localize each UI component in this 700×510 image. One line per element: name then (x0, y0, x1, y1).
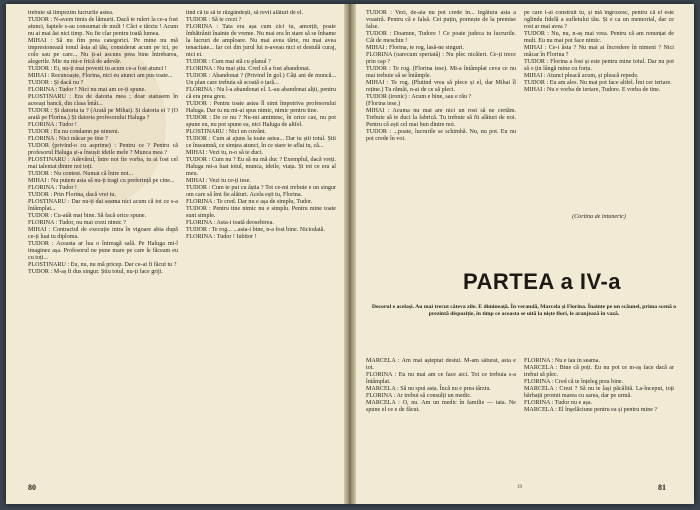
closing-wrap (524, 214, 674, 254)
text-paragraph: FLORINA : Tudor, nu mai crezi nimic ? (28, 220, 126, 226)
text-paragraph: MARCELA : Crezi ? Să nu te lași păcălită. La-început, toți bărbații promit marea cu sarea, dar pe urmă. (524, 386, 674, 399)
text-paragraph: FLORINA : Asta-i toată deosebirea. (186, 220, 274, 226)
text-paragraph: TUDOR : Și dacă nu ? (28, 80, 84, 86)
text-paragraph: PLOSTINARU : Eu, nu, nu mă pricep. Dar ce-ai fi făcut tu ? (28, 262, 177, 268)
page-number-right: 81 (658, 483, 666, 492)
text-paragraph: TUDOR : Nu, nu, n-aș mai vrea. Pentru că am renunțat de mult. Eu nu mai pot face nimic. (524, 31, 674, 44)
text-paragraph: TUDOR : Nu contest. Numai că între noi... (28, 171, 134, 177)
text-paragraph: MIHAI : Recunoaște, Florina, nici eu atunci am pus toate... (28, 73, 173, 79)
text-paragraph: MARCELA : Am mai așteptat destul. M-am săturat, asta e tot. (366, 358, 516, 371)
text-paragraph: FLORINA : Tudor ! Nici nu mai am ce-ți spune. (28, 87, 146, 93)
text-paragraph: TUDOR : Cum nu ? Eu să nu mă duc ? Exemplul, dacă vreți. Haluga mi-a luat totul, munca, ideile, viața. Și tot ce era al meu. (186, 157, 336, 177)
text-paragraph: (Florina iese.) (366, 101, 401, 107)
text-paragraph: TUDOR : Eu am ales. Nu mai pot face altfel. Îmi cer iertare. (524, 80, 672, 86)
text-paragraph: TUDOR : De ce nu ? Nu-mi amintesc, în orice caz, nu pot spune eu, nu pot spune ea, nici Haluga de altfel. (186, 115, 336, 128)
text-paragraph: MIHAI : Să nu fim prea categorici. Pe mine nu mă impresionează tonul ăsta al tău, considerat acum pe ici, pe colo sau pe care... Nu ți-ai ascuns prea bine întrebarea, alegerile. Mie nu mi-e frică de adevăr. (28, 38, 178, 65)
text-paragraph: trebuie să limpezim lucrurile astea. (28, 10, 114, 16)
text-paragraph: TUDOR : Pentru tine nimic nu e simplu. Pentru mine toate sunt simple. (186, 206, 336, 219)
text-paragraph: MIHAI : Acuma nu mai are nici un rost să ne certăm. Trebuie să te duci la fabrică. Tu trebuie să fii alături de noi. Pentru că ești cel mai bun dintre noi. (366, 108, 516, 128)
text-paragraph: MIHAI : Vezi tu, n-o să te duci. (186, 150, 264, 156)
page-number-left: 80 (28, 483, 36, 492)
text-paragraph: TUDOR : Pentru toate astea îl simt împotriva profesorului Haluga. Dar tu nu mi-ai spus nimic, nimic pentru tine. (186, 101, 336, 114)
right-column-1 (366, 10, 516, 230)
text-paragraph: TUDOR : Te rog... ...asta-i bine, n-a fost bine. Niciodată. (186, 227, 325, 233)
right-column-2-lower (524, 358, 674, 476)
text-paragraph: TUDOR : Cum mai stă cu planul ? (186, 59, 271, 65)
text-paragraph: TUDOR : Cum te pui cu ăștia ? Tot ce-mi trebuie e un singur om care să îmi fie alături. Acela ești tu, Florina. (186, 185, 336, 198)
text-paragraph: TUDOR : Te rog. (Florina iese). Mi-a întâmplat ceva ce nu mai trebuie să se întâmple. (366, 66, 516, 79)
text-paragraph: MIHAI : Atunci pleacă acum, și pleacă repede. (524, 73, 639, 79)
text-paragraph: PLOSTINARU : Nici un cuvânt. (186, 129, 267, 135)
text-paragraph: tind că tu să te răzgândești, să revii alături de el. (186, 10, 304, 16)
text-paragraph: MARCELA : Să nu spui asta. Încă nu e prea târziu. (366, 386, 491, 392)
text-paragraph: TUDOR : N-avem timis de lămurit. Dacă te ruleri la ce-a fost atunci, faptele s-au consumat de mult ! Căci e tărziu ! Acum nu ai mai ăst nici timp. Nu fie clar pentru toată lumea. (28, 17, 178, 37)
text-paragraph: TUDOR : ...poate, lucrurile se schimbă. Nu, nu pot. Eu nu pot crede în voi. (366, 129, 516, 142)
text-paragraph: TUDOR : Și datoria ta ? (Arată pe Mihai). Și datoria ei ? (O arată pe Florina.) Și datoria profesorului Haluga ? (28, 108, 178, 121)
text-paragraph: PLOSTINARU : Adevărul, între noi fie vorba, tu ai fost cel mai talentat dintre noi toți. (28, 157, 178, 170)
text-paragraph: FLORINA : Nu e lau in seama. (524, 358, 600, 364)
text-paragraph: FLORINA (oarecum speriată) : Nu plec nicăieri. Ce-ți trece prin cap ? (366, 52, 516, 65)
text-paragraph: TUDOR : Vezi, de-aia nu pot crede în... legătura asta a voastră. Pentru că e falsă. Cei puțin, pornește de la premise false. (366, 10, 516, 30)
text-paragraph: TUDOR (privind-o cu asprime) : Pentru ce ? Pentru că profesorul Haluga și-a însușit ideile mele ? Munca mea ? (28, 143, 178, 156)
left-column-1 (28, 10, 178, 472)
printer-signature: 19 (517, 485, 522, 490)
text-paragraph: FLORINA : Tata era așa cum zici tu, amorțit, poate îmbătrânit înainte de vreme. Nu mai era în stare să se înhame la lucruri de amploare. Nu mai avea tărie, nu mai avea tenacitate... Iar cei din jurul lui n-aveau nici ei destulă curaj, nici ei. (186, 24, 336, 58)
scene-intro: Decorul e același. Au mai trecut câteva zile. E dimineață. În verandă, Marcela și Florina. Înainte pe un scăunel, prima scenă o prezintă dispoziție, în timp ce aceasta se uită la niște flori, le aranjează în vază. (371, 304, 677, 317)
text-paragraph: FLORINA : Nici măcar pe tine ? (28, 136, 108, 142)
left-page (6, 4, 348, 504)
text-paragraph: TUDOR : Florina a fost și este pentru mine totul. Dar nu pot să o țin lângă mine cu forța. (524, 59, 674, 72)
text-paragraph: TUDOR : M-aș fi dus singur. Știu totul, nu-ți face griji. (28, 269, 163, 275)
text-paragraph: MIHAI : Contractul de execuție intra în vigoare abia după ce-ți luai tu diploma. (28, 227, 178, 240)
text-paragraph: TUDOR (ironic) : Acum e bine, sau e rău ? (366, 94, 472, 100)
text-paragraph: FLORINA : Tudor ! (28, 185, 77, 191)
text-paragraph: FLORINA : Cred că te înțeleg prea bine. (524, 379, 624, 385)
text-paragraph: MIHAI : Nu e vorba de iertare, Tudore. E vorba de tine. (524, 87, 661, 93)
text-paragraph: FLORINA : Ar trebui să consulți un medic. (366, 393, 472, 399)
book-spread (6, 4, 694, 504)
text-paragraph: MIHAI : Nu putem asta să nu-ți tragi cu preferință pe cine... (28, 178, 175, 184)
text-paragraph: FLORINA : Te cred. Dar nu e așa de simplu, Tudor. (186, 199, 313, 205)
closing-stage-direction: (Cortina de întuneric) (572, 214, 626, 220)
right-column-2 (524, 10, 674, 210)
text-paragraph: TUDOR : Cu-atât mai bine. Să facă orice spune. (28, 213, 147, 219)
text-paragraph: MIHAI : Vezi tu ce-ți iese. (186, 178, 251, 184)
text-paragraph: MARCELA : Bine că poți. Eu nu pot ce m-aș face dacă ar trebui să plec. (524, 365, 674, 378)
text-paragraph: pe care l-ai construit tu, și mă îngrozesc, pentru că el este oglinda fidelă a sufletului tău. Și e ca un memorial, dar ce rost ar mai avea ? (524, 10, 674, 30)
text-paragraph: TUDOR : Aceasta ar lua o întreagă sală. Pe Haluga mi-l imaginez așa. Profesorul ne pune mare pe care le făceam eu cu toți... (28, 241, 178, 261)
text-paragraph: PLOSTINARU : Era de datoria mea ; doar statusem în aceeași bancă, din clasa întâi... (28, 94, 178, 107)
text-paragraph: MARCELA : O, nu. Am un medic în familie — tata. Ne spune el ce e de făcut. (366, 400, 516, 413)
text-paragraph: PLOSTINARU : Dar nu-ți dai seama nici acum că tot ce s-a întâmplat... (28, 199, 178, 212)
text-paragraph: TUDOR : Cum ai ajuns la toate astea... Dar tu știi totul. Știi ce înseamnă, ce simțea atunci, în ce stare te aflai tu, că... (186, 136, 336, 149)
text-paragraph: FLORINA : Eu nu mai am ce face aici. Tot ce trebuia s-a întâmplat. (366, 372, 516, 385)
text-paragraph: MIHAI : Florina, te rog, lasă-ne singuri. (366, 45, 464, 51)
text-paragraph: MARCELA : El înșelăciune pentru ea și pentru mine ? (524, 407, 658, 413)
text-paragraph: FLORINA : Tudor ! Iubitor ! (186, 234, 257, 240)
book-gutter (344, 4, 356, 504)
text-paragraph: FLORINA : Tudor ! (28, 122, 77, 128)
text-paragraph: MIHAI : Ce-i ăsta ? Nu mai ai încredere în nimeni ? Nici măcar în Florina ? (524, 45, 674, 58)
text-paragraph: TUDOR : Să te crezi ? (186, 17, 242, 23)
text-paragraph: FLORINA : Nu l-a abandonat el. L-au abandonat alții, pentru că era prea greu. (186, 87, 336, 100)
part-title: PARTEA a IV-a (462, 269, 622, 294)
text-paragraph: FLORINA : Nu mai știu. Cred că a fost abandonat. (186, 66, 311, 72)
right-page (352, 4, 694, 504)
left-column-2 (186, 10, 336, 472)
text-paragraph: TUDOR : Abandonat ? (Privind în gol.) Câți ani de muncă... Un plan care trebuia să scoată o țară... (186, 73, 336, 86)
text-paragraph: TUDOR : Prin Florina, dacă vrei tu. (28, 192, 117, 198)
text-paragraph: TUDOR : Eu nu condamn pe nimeni. (28, 129, 120, 135)
text-paragraph: MIHAI : Te rog. (Plutind vrea să plece și el, dar Mihai îl reține.) Tu rămâi, n-ai de ce să pleci. (366, 80, 516, 93)
text-paragraph: TUDOR : Ei, nu-ți mai povesti tu acum ce-a fost atunci ! (28, 66, 167, 72)
text-paragraph: TUDOR : Doamne, Tudore ! Ce poate judeca tu lucrurile. Cât de meschin ! (366, 31, 516, 44)
right-column-1-lower (366, 358, 516, 476)
text-paragraph: FLORINA : Tudor nu e așa. (524, 400, 593, 406)
